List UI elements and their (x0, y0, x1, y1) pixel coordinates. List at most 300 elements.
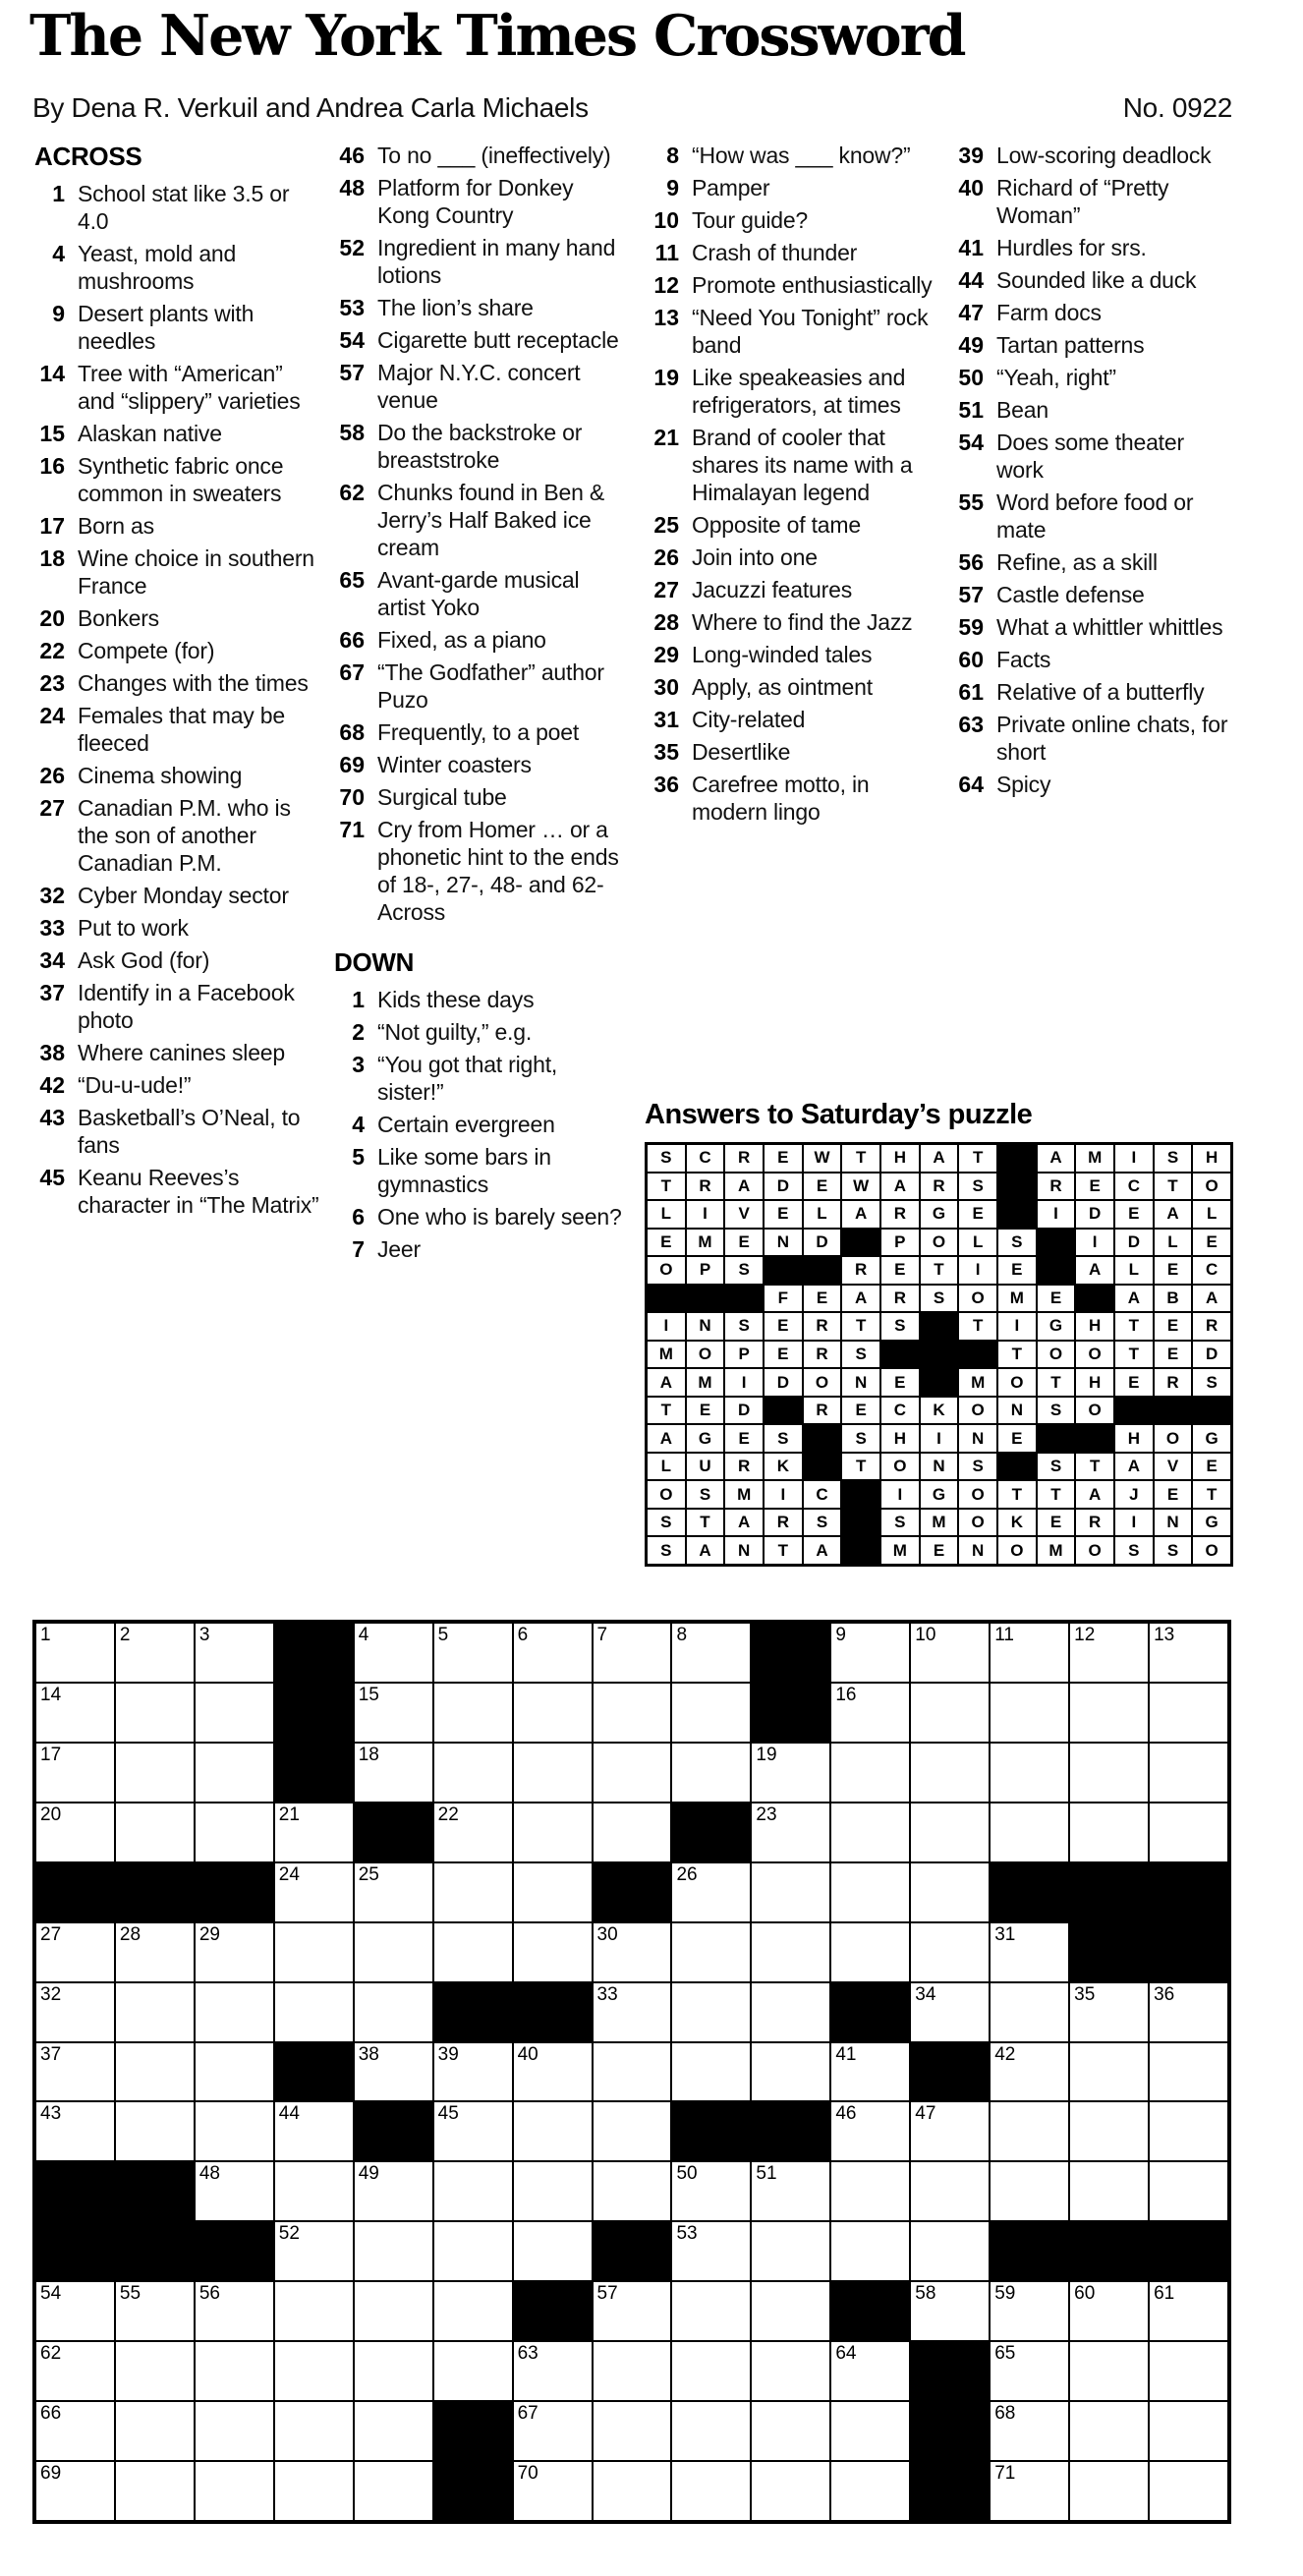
grid-cell[interactable] (593, 2401, 672, 2461)
clue-number: 7 (352, 1236, 365, 1262)
grid-cell[interactable] (830, 1862, 910, 1922)
answer-cell: T (997, 1480, 1037, 1509)
grid-cell[interactable] (910, 1862, 990, 1922)
answer-cell-black (1075, 1424, 1114, 1453)
grid-cell[interactable] (910, 1922, 990, 1982)
grid-cell[interactable] (195, 2042, 274, 2102)
grid-cell[interactable] (433, 1803, 513, 1862)
grid-cell[interactable] (354, 2341, 433, 2401)
answer-cell: P (880, 1229, 920, 1257)
grid-cell[interactable] (593, 2042, 672, 2102)
grid-cell[interactable] (35, 2042, 115, 2102)
grid-cell[interactable] (433, 2161, 513, 2221)
answer-cell: M (647, 1341, 686, 1369)
grid-cell[interactable] (354, 1862, 433, 1922)
answer-cell: I (997, 1312, 1037, 1341)
grid-cell[interactable] (115, 2341, 195, 2401)
clue-item (332, 294, 623, 321)
grid-cell[interactable] (35, 2281, 115, 2341)
grid-cell[interactable] (115, 1803, 195, 1862)
clue-text: Avant-garde musical artist Yoko (377, 567, 580, 620)
grid-cell[interactable] (830, 2341, 910, 2401)
grid-cell[interactable] (433, 2101, 513, 2161)
grid-cell[interactable] (115, 2461, 195, 2521)
answer-cell: O (647, 1256, 686, 1285)
grid-cell[interactable] (751, 1982, 830, 2042)
grid-cell[interactable] (830, 1803, 910, 1862)
grid-cell[interactable] (274, 2281, 354, 2341)
answer-cell-black (764, 1397, 803, 1425)
grid-cell[interactable] (990, 2281, 1069, 2341)
grid-cell[interactable] (1069, 1803, 1149, 1862)
clue-item (32, 1104, 323, 1159)
clue-text: Sounded like a duck (996, 267, 1197, 293)
grid-cell[interactable] (513, 1922, 593, 1982)
grid-cell[interactable] (115, 1743, 195, 1803)
answer-cell: T (841, 1312, 880, 1341)
clue-text: Frequently, to a poet (377, 719, 580, 745)
grid-cell[interactable] (115, 2401, 195, 2461)
answer-cell: M (724, 1480, 764, 1509)
answer-cell: I (880, 1480, 920, 1509)
answer-cell: I (958, 1256, 997, 1285)
grid-cell[interactable] (830, 1743, 910, 1803)
grid-cell[interactable] (990, 1623, 1069, 1683)
grid-cell[interactable] (354, 1743, 433, 1803)
answer-cell: A (1154, 1200, 1193, 1229)
grid-cell[interactable] (433, 1862, 513, 1922)
clue-text: Alaskan native (78, 421, 222, 446)
answer-cell: T (841, 1453, 880, 1481)
answer-cell: T (841, 1144, 880, 1173)
grid-cell[interactable] (513, 2461, 593, 2521)
grid-cell[interactable] (990, 1743, 1069, 1803)
grid-cell[interactable] (35, 1922, 115, 1982)
answer-cell: T (997, 1341, 1037, 1369)
grid-cell[interactable] (910, 2221, 990, 2281)
grid-cell[interactable] (354, 1982, 433, 2042)
grid-cell[interactable] (990, 1683, 1069, 1743)
answer-cell: W (803, 1144, 842, 1173)
grid-cell[interactable] (990, 2042, 1069, 2102)
clue-number: 62 (339, 480, 365, 505)
clue-number: 49 (958, 332, 984, 358)
grid-cell[interactable] (751, 2341, 830, 2401)
grid-cell[interactable] (433, 2341, 513, 2401)
grid-cell[interactable] (1149, 2161, 1228, 2221)
grid-cell[interactable] (593, 1623, 672, 1683)
answer-cell: E (724, 1229, 764, 1257)
grid-cell[interactable] (115, 1623, 195, 1683)
grid-cell[interactable] (115, 2042, 195, 2102)
clue-item (647, 174, 937, 201)
grid-cell[interactable] (513, 1623, 593, 1683)
grid-cell[interactable] (830, 2401, 910, 2461)
answer-cell: D (1114, 1229, 1154, 1257)
grid-cell[interactable] (274, 2221, 354, 2281)
grid-cell[interactable] (115, 2281, 195, 2341)
clue-item (32, 637, 323, 664)
grid-cell[interactable] (1149, 2281, 1228, 2341)
grid-cell[interactable] (830, 2161, 910, 2221)
grid-cell[interactable] (274, 1862, 354, 1922)
grid-cell[interactable] (433, 2221, 513, 2281)
grid-cell[interactable] (830, 2221, 910, 2281)
grid-cell[interactable] (1149, 2101, 1228, 2161)
clue-item (951, 142, 1236, 169)
cell-number: 53 (676, 2223, 698, 2245)
clue-item (951, 771, 1236, 798)
clue-item (647, 544, 937, 571)
answer-cell: A (920, 1144, 959, 1173)
grid-cell[interactable] (35, 2461, 115, 2521)
clue-number: 43 (39, 1105, 65, 1130)
clue-item (32, 946, 323, 974)
grid-cell[interactable] (593, 1922, 672, 1982)
clue-item (951, 331, 1236, 359)
grid-cell[interactable] (513, 2401, 593, 2461)
grid-cell[interactable] (593, 2101, 672, 2161)
grid-cell[interactable] (671, 2461, 751, 2521)
clue-number: 53 (339, 295, 365, 320)
grid-cell[interactable] (910, 1683, 990, 1743)
cell-number: 1 (40, 1625, 51, 1645)
clue-item (332, 1051, 623, 1106)
grid-cell[interactable] (354, 2401, 433, 2461)
grid-cell[interactable] (274, 1922, 354, 1982)
grid-cell[interactable] (513, 1803, 593, 1862)
cell-number: 70 (517, 2463, 538, 2485)
grid-cell[interactable] (195, 2401, 274, 2461)
grid-cell[interactable] (1069, 2101, 1149, 2161)
grid-cell[interactable] (35, 2341, 115, 2401)
cell-number: 6 (517, 1625, 529, 1645)
clue-text: Castle defense (996, 582, 1145, 607)
clue-text: Bean (996, 397, 1048, 423)
clue-text: Compete (for) (78, 638, 215, 663)
grid-cell[interactable] (1069, 2461, 1149, 2521)
answers-section (645, 1099, 1233, 1567)
grid-cell[interactable] (1069, 2341, 1149, 2401)
grid-cell[interactable] (751, 1862, 830, 1922)
answer-cell-black (920, 1341, 959, 1369)
grid-cell[interactable] (115, 1922, 195, 1982)
clue-item (32, 300, 323, 355)
clue-text: Opposite of tame (692, 512, 861, 538)
cell-number: 25 (358, 1863, 379, 1885)
grid-cell[interactable] (593, 1743, 672, 1803)
clue-text: Apply, as ointment (692, 674, 873, 700)
grid-cell[interactable] (1069, 2161, 1149, 2221)
grid-cell[interactable] (354, 1922, 433, 1982)
answer-cell: R (880, 1285, 920, 1313)
grid-cell[interactable] (1069, 1683, 1149, 1743)
clue-text: To no ___ (ineffectively) (377, 143, 611, 168)
grid-cell[interactable] (513, 2341, 593, 2401)
answer-cell: I (686, 1200, 725, 1229)
grid-cell[interactable] (195, 2281, 274, 2341)
grid-cell[interactable] (671, 1922, 751, 1982)
grid-cell[interactable] (1069, 1982, 1149, 2042)
grid-cell[interactable] (1149, 2401, 1228, 2461)
grid-cell[interactable] (1149, 2042, 1228, 2102)
grid-cell[interactable] (990, 2401, 1069, 2461)
answer-cell: M (686, 1368, 725, 1397)
grid-cell[interactable] (990, 1803, 1069, 1862)
grid-cell[interactable] (671, 2042, 751, 2102)
clue-number: 20 (39, 605, 65, 631)
grid-cell[interactable] (751, 2221, 830, 2281)
grid-cell[interactable] (593, 1982, 672, 2042)
clue-text: Put to work (78, 915, 189, 941)
grid-cell[interactable] (830, 1922, 910, 1982)
clue-item (647, 364, 937, 419)
cell-number: 13 (1154, 1625, 1175, 1645)
grid-cell[interactable] (830, 2101, 910, 2161)
answer-cell: N (997, 1397, 1037, 1425)
grid-cell[interactable] (513, 2042, 593, 2102)
grid-cell[interactable] (354, 2161, 433, 2221)
clue-item (951, 364, 1236, 391)
answer-cell: N (958, 1536, 997, 1565)
grid-cell[interactable] (593, 1683, 672, 1743)
answer-cell: G (1037, 1312, 1076, 1341)
grid-cell[interactable] (671, 1743, 751, 1803)
clue-number: 33 (39, 915, 65, 941)
grid-cell[interactable] (671, 1982, 751, 2042)
grid-cell[interactable] (593, 2281, 672, 2341)
clue-number: 32 (39, 883, 65, 908)
clue-column-2 (332, 142, 623, 1268)
answer-cell-black (920, 1368, 959, 1397)
grid-cell-black (1069, 2221, 1149, 2281)
grid-cell[interactable] (593, 2161, 672, 2221)
grid-cell[interactable] (1069, 2401, 1149, 2461)
grid-cell[interactable] (433, 1683, 513, 1743)
grid-cell[interactable] (990, 2461, 1069, 2521)
grid-cell[interactable] (830, 1683, 910, 1743)
answer-cell: E (1192, 1229, 1231, 1257)
grid-cell[interactable] (195, 1922, 274, 1982)
answer-cell: O (1154, 1424, 1193, 1453)
grid-cell[interactable] (910, 2161, 990, 2221)
grid-cell[interactable] (1069, 1743, 1149, 1803)
grid-cell[interactable] (354, 1683, 433, 1743)
grid-cell[interactable] (1069, 2042, 1149, 2102)
clue-number: 56 (958, 549, 984, 575)
clue-item (32, 544, 323, 600)
grid-cell[interactable] (1149, 1683, 1228, 1743)
grid-cell[interactable] (274, 1803, 354, 1862)
grid-cell[interactable] (195, 1623, 274, 1683)
grid-cell[interactable] (910, 2101, 990, 2161)
grid-cell[interactable] (513, 2221, 593, 2281)
grid-cell[interactable] (751, 2461, 830, 2521)
grid-cell[interactable] (274, 1982, 354, 2042)
grid-cell[interactable] (751, 1922, 830, 1982)
grid-cell[interactable] (195, 2101, 274, 2161)
grid-cell[interactable] (751, 2161, 830, 2221)
clue-number: 66 (339, 627, 365, 653)
clue-text: Tree with “American” and “slippery” varieties (78, 361, 301, 414)
grid-cell[interactable] (35, 1803, 115, 1862)
grid-cell[interactable] (671, 2161, 751, 2221)
grid-cell[interactable] (354, 2461, 433, 2521)
answer-cell: S (1192, 1368, 1231, 1397)
grid-cell[interactable] (433, 2042, 513, 2102)
answer-cell: A (803, 1536, 842, 1565)
grid-cell[interactable] (433, 1922, 513, 1982)
answer-cell: S (1037, 1453, 1076, 1481)
grid-cell[interactable] (433, 1743, 513, 1803)
grid-cell[interactable] (195, 1683, 274, 1743)
grid-cell[interactable] (354, 2042, 433, 2102)
grid-cell[interactable] (751, 1803, 830, 1862)
cell-number: 37 (40, 2043, 62, 2065)
grid-cell[interactable] (433, 1623, 513, 1683)
grid-cell[interactable] (671, 2281, 751, 2341)
answer-cell: V (724, 1200, 764, 1229)
grid-cell[interactable] (195, 2161, 274, 2221)
grid-cell[interactable] (671, 2401, 751, 2461)
grid-cell[interactable] (274, 2101, 354, 2161)
grid-cell[interactable] (274, 2161, 354, 2221)
grid-cell[interactable] (593, 2341, 672, 2401)
grid-cell[interactable] (830, 2042, 910, 2102)
grid-cell[interactable] (433, 2281, 513, 2341)
grid-cell[interactable] (910, 1623, 990, 1683)
clue-text: Jeer (377, 1236, 421, 1262)
grid-cell[interactable] (513, 1683, 593, 1743)
grid-cell[interactable] (195, 2461, 274, 2521)
grid-cell[interactable] (274, 2341, 354, 2401)
clue-number: 35 (653, 739, 679, 765)
grid-cell[interactable] (513, 1862, 593, 1922)
grid-cell[interactable] (1149, 1623, 1228, 1683)
grid-cell[interactable] (671, 1623, 751, 1683)
clue-number: 16 (39, 453, 65, 479)
grid-cell[interactable] (990, 1922, 1069, 1982)
grid-cell[interactable] (910, 2281, 990, 2341)
grid-cell[interactable] (513, 2101, 593, 2161)
grid-cell[interactable] (35, 1623, 115, 1683)
grid-cell[interactable] (195, 2341, 274, 2401)
grid-cell[interactable] (354, 2281, 433, 2341)
answer-cell: R (803, 1341, 842, 1369)
grid-cell[interactable] (671, 2221, 751, 2281)
grid-cell[interactable] (354, 2221, 433, 2281)
grid-cell[interactable] (910, 1803, 990, 1862)
answer-cell: O (1192, 1173, 1231, 1201)
grid-cell[interactable] (354, 1623, 433, 1683)
grid-cell[interactable] (990, 1982, 1069, 2042)
grid-cell[interactable] (1149, 2461, 1228, 2521)
grid-cell[interactable] (990, 2161, 1069, 2221)
grid-cell[interactable] (115, 1982, 195, 2042)
grid-cell[interactable] (671, 1862, 751, 1922)
clue-number: 54 (958, 429, 984, 455)
grid-cell[interactable] (671, 1683, 751, 1743)
grid-cell-black (274, 1623, 354, 1683)
answer-cell: S (997, 1229, 1037, 1257)
grid-cell[interactable] (274, 2461, 354, 2521)
grid-cell[interactable] (1149, 1982, 1228, 2042)
answer-cell: O (647, 1480, 686, 1509)
grid-cell[interactable] (274, 2401, 354, 2461)
grid-cell[interactable] (751, 1743, 830, 1803)
grid-cell[interactable] (910, 1982, 990, 2042)
grid-cell[interactable] (115, 1683, 195, 1743)
clue-text: The lion’s share (377, 295, 534, 320)
clue-item (647, 142, 937, 169)
clue-number: 27 (39, 795, 65, 821)
answer-cell: E (1037, 1509, 1076, 1537)
answer-cell: K (920, 1397, 959, 1425)
answer-cell: O (958, 1509, 997, 1537)
grid-cell[interactable] (35, 1743, 115, 1803)
grid-cell[interactable] (35, 2101, 115, 2161)
grid-cell[interactable] (751, 2401, 830, 2461)
grid-cell[interactable] (513, 1743, 593, 1803)
cell-number: 29 (198, 1923, 220, 1945)
cell-number: 18 (358, 1744, 379, 1765)
grid-cell[interactable] (830, 1623, 910, 1683)
grid-cell[interactable] (751, 2042, 830, 2102)
answer-cell: T (1037, 1480, 1076, 1509)
clue-number: 34 (39, 947, 65, 973)
grid-cell[interactable] (35, 1982, 115, 2042)
grid-cell-black (751, 2101, 830, 2161)
clue-text: Spicy (996, 772, 1051, 797)
clue-number: 50 (958, 365, 984, 390)
grid-cell[interactable] (35, 1683, 115, 1743)
grid-cell-black (274, 1683, 354, 1743)
grid-cell[interactable] (513, 2161, 593, 2221)
grid-cell[interactable] (195, 1982, 274, 2042)
grid-cell[interactable] (195, 1743, 274, 1803)
grid-cell[interactable] (1149, 2341, 1228, 2401)
answer-cell-black (958, 1341, 997, 1369)
grid-cell[interactable] (751, 2281, 830, 2341)
grid-cell[interactable] (1149, 1803, 1228, 1862)
grid-cell[interactable] (1069, 2281, 1149, 2341)
grid-cell[interactable] (1149, 1743, 1228, 1803)
grid-cell-black (1069, 1922, 1149, 1982)
cell-number: 61 (1154, 2283, 1175, 2305)
grid-cell[interactable] (990, 2341, 1069, 2401)
cell-number: 44 (278, 2103, 300, 2125)
grid-cell[interactable] (35, 2401, 115, 2461)
grid-cell[interactable] (830, 2461, 910, 2521)
cell-number: 52 (278, 2223, 300, 2245)
clue-item (647, 706, 937, 733)
answer-cell: I (1114, 1144, 1154, 1173)
grid-cell[interactable] (671, 2341, 751, 2401)
answer-cell: L (803, 1200, 842, 1229)
answer-cell-black (880, 1341, 920, 1369)
answer-cell: E (686, 1397, 725, 1425)
grid-cell[interactable] (990, 2101, 1069, 2161)
grid-cell[interactable] (115, 2101, 195, 2161)
grid-cell-black (671, 2101, 751, 2161)
grid-cell[interactable] (910, 1743, 990, 1803)
grid-cell[interactable] (195, 1803, 274, 1862)
clue-item (32, 420, 323, 447)
grid-cell[interactable] (1069, 1623, 1149, 1683)
grid-cell[interactable] (593, 1803, 672, 1862)
answer-cell: G (1192, 1509, 1231, 1537)
grid-cell[interactable] (593, 2461, 672, 2521)
